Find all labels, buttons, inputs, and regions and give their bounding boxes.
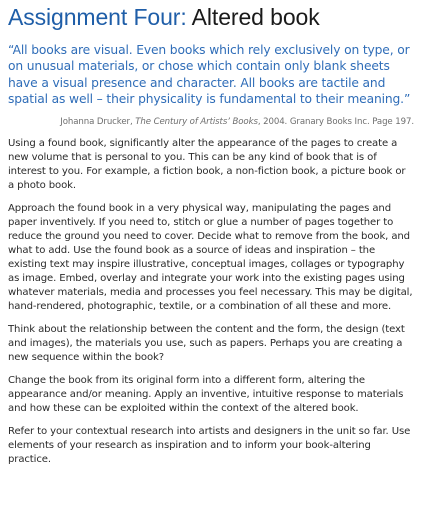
document-page <box>8 2 414 476</box>
brief-paragraph-research: Refer to your contextual research into artists and designers in the unit so far. Use elements of your research as inspiration and to inform your book-altering practice. <box>8 425 411 465</box>
brief-paragraph-content-form: Think about the relationship between the content and the form, the design (text and images), the materials you use, such as papers. Perhaps you are creating a new sequence within the book? <box>8 323 405 363</box>
assignment-brief <box>8 137 414 467</box>
page-title <box>8 2 414 32</box>
title-assignment-number: Assignment Four: <box>8 4 187 30</box>
epigraph-quote: “All books are visual. Even books which rely exclusively on type, or on unusual materials, or chose which contain only blank sheets have a visual presence and character. All books are tactile and spatial as well – their physicality is fundamental to their meaning.” <box>8 43 411 107</box>
citation-work-title: The Century of Artists’ Books <box>135 116 258 127</box>
brief-paragraph-change-form: Change the book from its original form into a different form, altering the appearance and/or meaning. Apply an inventive, intuitive response to materials and how these can be exploited within the context of the altered book. <box>8 374 404 414</box>
brief-paragraph-approach: Approach the found book in a very physical way, manipulating the pages and paper inventively. If you need to, stitch or glue a number of pages together to reduce the ground you need to cover. Decide what to remove from the book, and what to add. Use the found book as a source of ideas and inspiration – the existing text may inspire illustrative, conceptual images, collages or typography as image. Embed, overlay and integrate your work into the existing pages using whatever materials, media and processes you feel necessary. This may be digital, hand-rendered, photographic, textile, or a combination of all these and more. <box>8 202 413 312</box>
citation-details: , 2004. Granary Books Inc. Page 197. <box>257 116 414 127</box>
title-assignment-name: Altered book <box>191 4 320 30</box>
citation-author: Johanna Drucker, <box>60 116 133 127</box>
quote-citation <box>8 116 414 128</box>
brief-paragraph-intro: Using a found book, significantly alter the appearance of the pages to create a new volume that is personal to you. This can be any kind of book that is of interest to you. For example, a fiction book, a non-fiction book, a picture book or a photo book. <box>8 137 406 191</box>
